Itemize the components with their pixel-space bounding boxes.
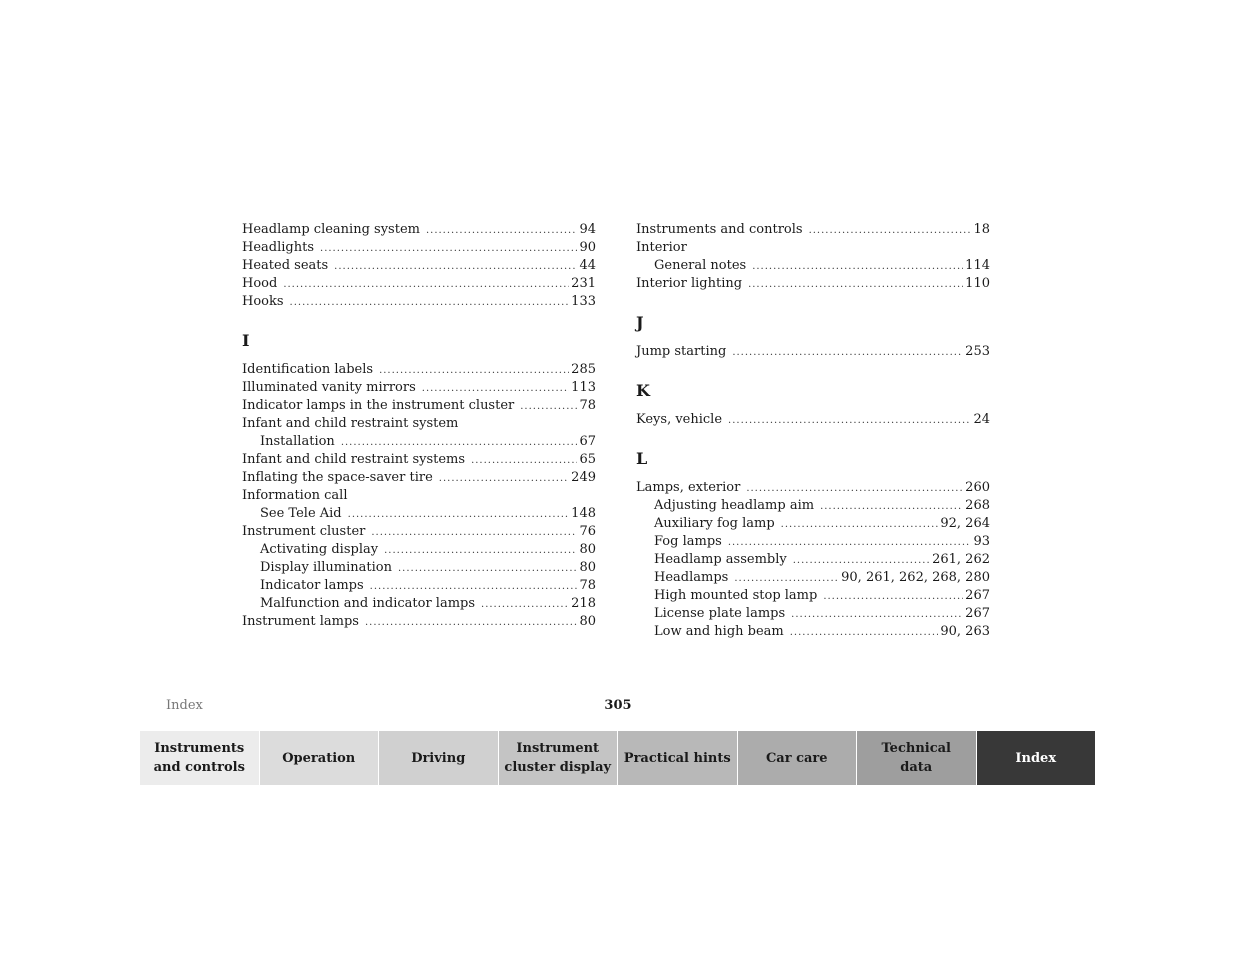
index-entry: [242, 397, 596, 415]
index-entry-page-ref[interactable]: 65: [579, 452, 596, 467]
index-entry-page-ref[interactable]: 261, 262: [932, 552, 990, 567]
dot-leader: [439, 470, 569, 488]
dot-leader: [341, 434, 578, 452]
dot-leader: [481, 596, 569, 614]
index-entry-page-ref[interactable]: 267: [965, 606, 990, 621]
index-entry-term: High mounted stop lamp: [654, 588, 818, 603]
index-subentry: [242, 577, 596, 595]
index-letter-heading: I: [242, 331, 250, 350]
index-entry-page-ref[interactable]: 267: [965, 588, 990, 603]
dot-leader: [283, 276, 569, 294]
index-entry-term: Headlights: [242, 240, 315, 255]
index-entry-term: Headlamps: [654, 570, 729, 585]
dot-leader: [379, 362, 569, 380]
index-entry-term: Instruments and controls: [636, 222, 803, 237]
index-subentry: [242, 595, 596, 613]
index-subentry: [636, 257, 990, 275]
index-entry: [242, 361, 596, 379]
index-entry-term: Information call: [242, 488, 348, 503]
index-entry-page-ref[interactable]: 78: [579, 398, 596, 413]
index-entry-term: Inflating the space-saver tire: [242, 470, 433, 485]
index-entry-page-ref[interactable]: 24: [973, 412, 990, 427]
section-nav-bar: [140, 731, 1095, 785]
index-entry-term: Fog lamps: [654, 534, 722, 549]
nav-tab-operation[interactable]: Operation: [260, 731, 380, 785]
index-entry-term: Hooks: [242, 294, 284, 309]
dot-leader: [398, 560, 577, 578]
index-entry-term: Low and high beam: [654, 624, 784, 639]
index-entry-page-ref[interactable]: 249: [571, 470, 596, 485]
index-entry-page-ref[interactable]: 110: [965, 276, 990, 291]
nav-tab-instrument-cluster-display[interactable]: Instrument cluster display: [499, 731, 619, 785]
nav-tab-index[interactable]: Index: [977, 731, 1096, 785]
index-subentry: [242, 541, 596, 559]
index-subentry: [636, 605, 990, 623]
dot-leader: [781, 516, 939, 534]
index-entry-page-ref[interactable]: 114: [965, 258, 990, 273]
index-subentry: [636, 623, 990, 641]
dot-leader: [520, 398, 577, 416]
index-entry-page-ref[interactable]: 92, 264: [940, 516, 990, 531]
page-number: 305: [604, 698, 632, 713]
index-entry-page-ref[interactable]: 80: [579, 542, 596, 557]
index-entry-page-ref[interactable]: 268: [965, 498, 990, 513]
index-entry: [242, 523, 596, 541]
index-entry: [636, 411, 990, 429]
index-entry-page-ref[interactable]: 260: [965, 480, 990, 495]
index-group-heading: [242, 415, 596, 433]
index-subentry: [636, 551, 990, 569]
index-entry-term: Lamps, exterior: [636, 480, 741, 495]
dot-leader: [748, 276, 963, 294]
dot-leader: [734, 570, 839, 588]
index-entry-page-ref[interactable]: 90, 263: [940, 624, 990, 639]
index-entry-term: Installation: [260, 434, 335, 449]
nav-tab-driving[interactable]: Driving: [379, 731, 499, 785]
index-entry: [242, 451, 596, 469]
dot-leader: [334, 258, 577, 276]
index-entry-page-ref[interactable]: 133: [571, 294, 596, 309]
dot-leader: [370, 578, 578, 596]
index-entry-term: Keys, vehicle: [636, 412, 723, 427]
dot-leader: [290, 294, 570, 312]
dot-leader: [348, 506, 570, 524]
index-entry-page-ref[interactable]: 78: [579, 578, 596, 593]
index-entry: [242, 221, 596, 239]
index-entry-term: Auxiliary fog lamp: [654, 516, 775, 531]
index-letter-heading: J: [636, 313, 644, 332]
index-subentry: [242, 433, 596, 451]
dot-leader: [422, 380, 569, 398]
index-entry-term: Infant and child restraint system: [242, 416, 459, 431]
index-subentry: [636, 587, 990, 605]
index-subentry: [242, 505, 596, 523]
index-subentry: [636, 515, 990, 533]
index-entry-term: See Tele Aid: [260, 506, 342, 521]
footer-section-label: Index: [166, 698, 203, 713]
index-entry-term: General notes: [654, 258, 747, 273]
index-entry-page-ref[interactable]: 113: [571, 380, 596, 395]
index-letter-heading: L: [636, 449, 648, 468]
index-entry-term: Indicator lamps in the instrument cluster: [242, 398, 515, 413]
index-entry-page-ref[interactable]: 80: [579, 560, 596, 575]
index-entry: [636, 221, 990, 239]
index-entry-page-ref[interactable]: 80: [579, 614, 596, 629]
index-entry-term: Instrument lamps: [242, 614, 359, 629]
nav-tab-technical-data[interactable]: Technical data: [857, 731, 977, 785]
index-column-right: [636, 221, 990, 641]
index-entry: [242, 613, 596, 631]
index-entry: [242, 239, 596, 257]
index-entry-term: Instrument cluster: [242, 524, 366, 539]
dot-leader: [820, 498, 963, 516]
dot-leader: [320, 240, 577, 258]
index-entry: [242, 257, 596, 275]
index-group-heading: [636, 239, 990, 257]
index-entry-term: Identification labels: [242, 362, 374, 377]
index-entry-page-ref[interactable]: 231: [571, 276, 596, 291]
dot-leader: [752, 258, 963, 276]
index-entry-term: Interior lighting: [636, 276, 743, 291]
dot-leader: [809, 222, 972, 240]
index-entry-page-ref[interactable]: 148: [571, 506, 596, 521]
index-group-heading: [242, 487, 596, 505]
index-entry-term: Jump starting: [636, 344, 727, 359]
index-entry: [242, 469, 596, 487]
index-entry-page-ref[interactable]: 76: [579, 524, 596, 539]
dot-leader: [746, 480, 963, 498]
index-entry-term: Malfunction and indicator lamps: [260, 596, 476, 611]
index-column-left: [242, 221, 596, 631]
index-entry-page-ref[interactable]: 67: [579, 434, 596, 449]
index-entry: [636, 479, 990, 497]
index-entry-page-ref[interactable]: 285: [571, 362, 596, 377]
dot-leader: [791, 606, 963, 624]
index-entry-term: Activating display: [260, 542, 379, 557]
index-entry-term: Adjusting headlamp aim: [654, 498, 815, 513]
dot-leader: [426, 222, 577, 240]
index-entry-page-ref[interactable]: 218: [571, 596, 596, 611]
index-entry-term: Illuminated vanity mirrors: [242, 380, 416, 395]
index-entry-page-ref[interactable]: 94: [579, 222, 596, 237]
index-letter-heading: K: [636, 381, 650, 400]
index-entry-term: Hood: [242, 276, 278, 291]
dot-leader: [371, 524, 577, 542]
index-subentry: [636, 533, 990, 551]
index-entry-page-ref[interactable]: 90, 261, 262, 268, 280: [841, 570, 990, 585]
index-entry-term: Headlamp cleaning system: [242, 222, 420, 237]
dot-leader: [365, 614, 577, 632]
index-entry-term: Heated seats: [242, 258, 329, 273]
dot-leader: [732, 344, 963, 362]
nav-tab-practical-hints[interactable]: Practical hints: [618, 731, 738, 785]
index-entry: [636, 343, 990, 361]
index-entry-page-ref[interactable]: 253: [965, 344, 990, 359]
index-subentry: [636, 569, 990, 587]
index-entry-term: Interior: [636, 240, 687, 255]
index-entry: [242, 293, 596, 311]
index-entry-term: Display illumination: [260, 560, 392, 575]
dot-leader: [728, 534, 972, 552]
dot-leader: [823, 588, 963, 606]
index-entry-page-ref[interactable]: 18: [973, 222, 990, 237]
index-entry: [242, 379, 596, 397]
dot-leader: [471, 452, 577, 470]
index-entry: [636, 275, 990, 293]
index-entry-term: Headlamp assembly: [654, 552, 787, 567]
index-subentry: [242, 559, 596, 577]
index-entry-term: Infant and child restraint systems: [242, 452, 466, 467]
index-entry-page-ref[interactable]: 44: [579, 258, 596, 273]
dot-leader: [790, 624, 939, 642]
index-entry-term: Indicator lamps: [260, 578, 364, 593]
index-entry-term: License plate lamps: [654, 606, 786, 621]
nav-tab-car-care[interactable]: Car care: [738, 731, 858, 785]
dot-leader: [728, 412, 971, 430]
nav-tab-instruments-and-controls[interactable]: Instruments and controls: [140, 731, 260, 785]
index-entry: [242, 275, 596, 293]
index-entry-page-ref[interactable]: 93: [973, 534, 990, 549]
index-subentry: [636, 497, 990, 515]
index-entry-page-ref[interactable]: 90: [579, 240, 596, 255]
dot-leader: [384, 542, 577, 560]
dot-leader: [793, 552, 930, 570]
